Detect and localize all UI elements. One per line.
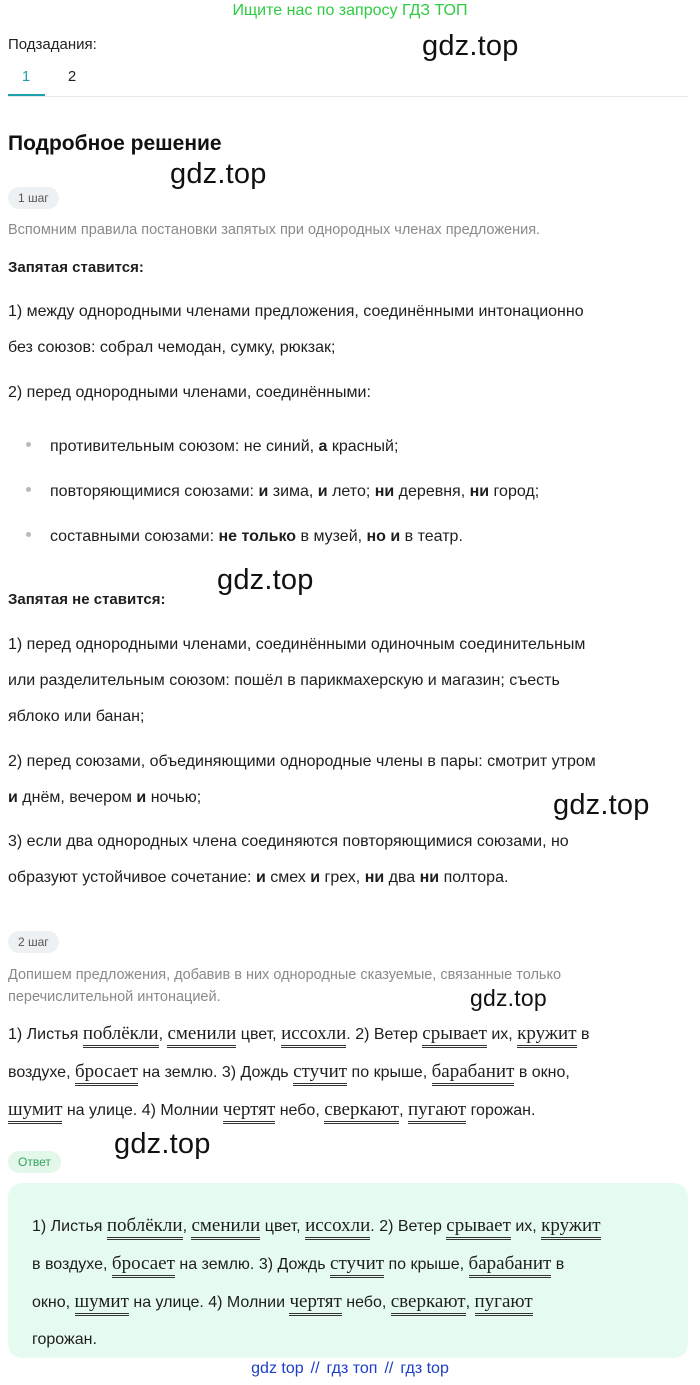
footer-links: gdz top // гдз топ // гдз top [251,1360,449,1377]
answer-text: 1) Листья поблёкли, сменили цвет, иссохли. 2) Ветер срывает их, кружит в воздухе, бросает на землю. 3) Дождь стучит по крыше, барабанит в окно, шумит на улице. 4) Молнии чертят небо, сверкают, пугают горожан. [32,1215,601,1348]
predicate: барабанит [469,1253,552,1278]
step-2-solution: 1) Листья поблёкли, сменили цвет, иссохли. 2) Ветер срывает их, кружит в воздухе, бросает на землю. 3) Дождь стучит по крыше, барабанит в окно, шумит на улице. 4) Молнии чертят небо, сверкают, пугают горожан. [8,1015,690,1129]
watermark: gdz.top [422,30,519,62]
no-comma-rule-1: 1) перед однородными членами, соединёнными одиночным соединительным или разделительным союзом: пошёл в парикмахерскую и магазин; съесть яблоко или банан; [8,636,586,725]
bullet-dot [26,442,31,447]
comma-rules-heading: Запятая ставится: [8,259,144,276]
no-comma-rule-3: 3) если два однородных члена соединяются повторяющимися союзами, но образуют устойчивое сочетание: и смех и грех, ни два ни полтора. [8,833,569,886]
predicate: чертят [223,1099,275,1124]
predicate: сверкают [324,1099,399,1124]
watermark: gdz.top [170,158,267,190]
predicate: стучит [293,1061,347,1086]
bullet-item: противительным союзом: не синий, а красный; [26,436,398,458]
predicate: пугают [475,1291,533,1316]
subtask-tab-1[interactable]: 1 [21,68,31,85]
predicate: пугают [408,1099,466,1124]
footer-link[interactable]: гдз top [400,1360,449,1377]
predicate: стучит [330,1253,384,1278]
watermark: gdz.top [114,1128,211,1160]
answer-badge: Ответ [8,1151,61,1173]
footer-link[interactable]: gdz top [251,1360,304,1377]
predicate: поблёкли [107,1215,183,1240]
subtask-tab-2[interactable]: 2 [67,68,77,85]
no-comma-heading: Запятая не ставится: [8,591,166,608]
predicate: шумит [75,1291,129,1316]
predicate: бросает [112,1253,175,1278]
predicate: кружит [541,1215,600,1240]
no-comma-rule-2: 2) перед союзами, объединяющими однородные члены в пары: смотрит утром и днём, вечером и ночью; [8,753,596,806]
watermark: gdz.top [470,985,547,1011]
predicate: иссохли [281,1023,346,1048]
bullet-dot [26,487,31,492]
solution-title: Подробное решение [8,132,222,155]
predicate: чертят [289,1291,341,1316]
step-1-intro: Вспомним правила постановки запятых при однородных членах предложения. [8,222,541,238]
bullet-item: повторяющимися союзами: и зима, и лето; ни деревня, ни город; [26,481,539,503]
predicate: срывает [422,1023,487,1048]
watermark: gdz.top [553,789,650,821]
watermark: gdz.top [217,564,314,596]
footer-link[interactable]: гдз топ [326,1360,378,1377]
predicate: кружит [517,1023,576,1048]
predicate: поблёкли [83,1023,159,1048]
predicate: сменили [191,1215,260,1240]
predicate: иссохли [305,1215,370,1240]
step-2-intro: Допишем предложения, добавив в них однородные сказуемые, связанные только перечислительной интонацией. [8,967,562,1005]
bullet-dot [26,532,31,537]
predicate: срывает [446,1215,511,1240]
subtasks-title: Подзадания: [8,36,97,53]
bullet-item: составными союзами: не только в музей, но и в театр. [26,526,463,548]
predicate: сменили [167,1023,236,1048]
predicate: барабанит [432,1061,515,1086]
predicate: бросает [75,1061,138,1086]
step-1-badge: 1 шаг [8,187,59,209]
predicate: сверкают [391,1291,466,1316]
rule-2: 2) перед однородными членами, соединёнными: [8,384,371,401]
divider [8,96,688,97]
predicate: шумит [8,1099,62,1124]
rule-1: 1) между однородными членами предложения, соединёнными интонационно без союзов: собрал чемодан, сумку, рюкзак; [8,303,584,356]
step-2-badge: 2 шаг [8,931,59,953]
search-banner: Ищите нас по запросу ГДЗ ТОП [232,2,468,19]
